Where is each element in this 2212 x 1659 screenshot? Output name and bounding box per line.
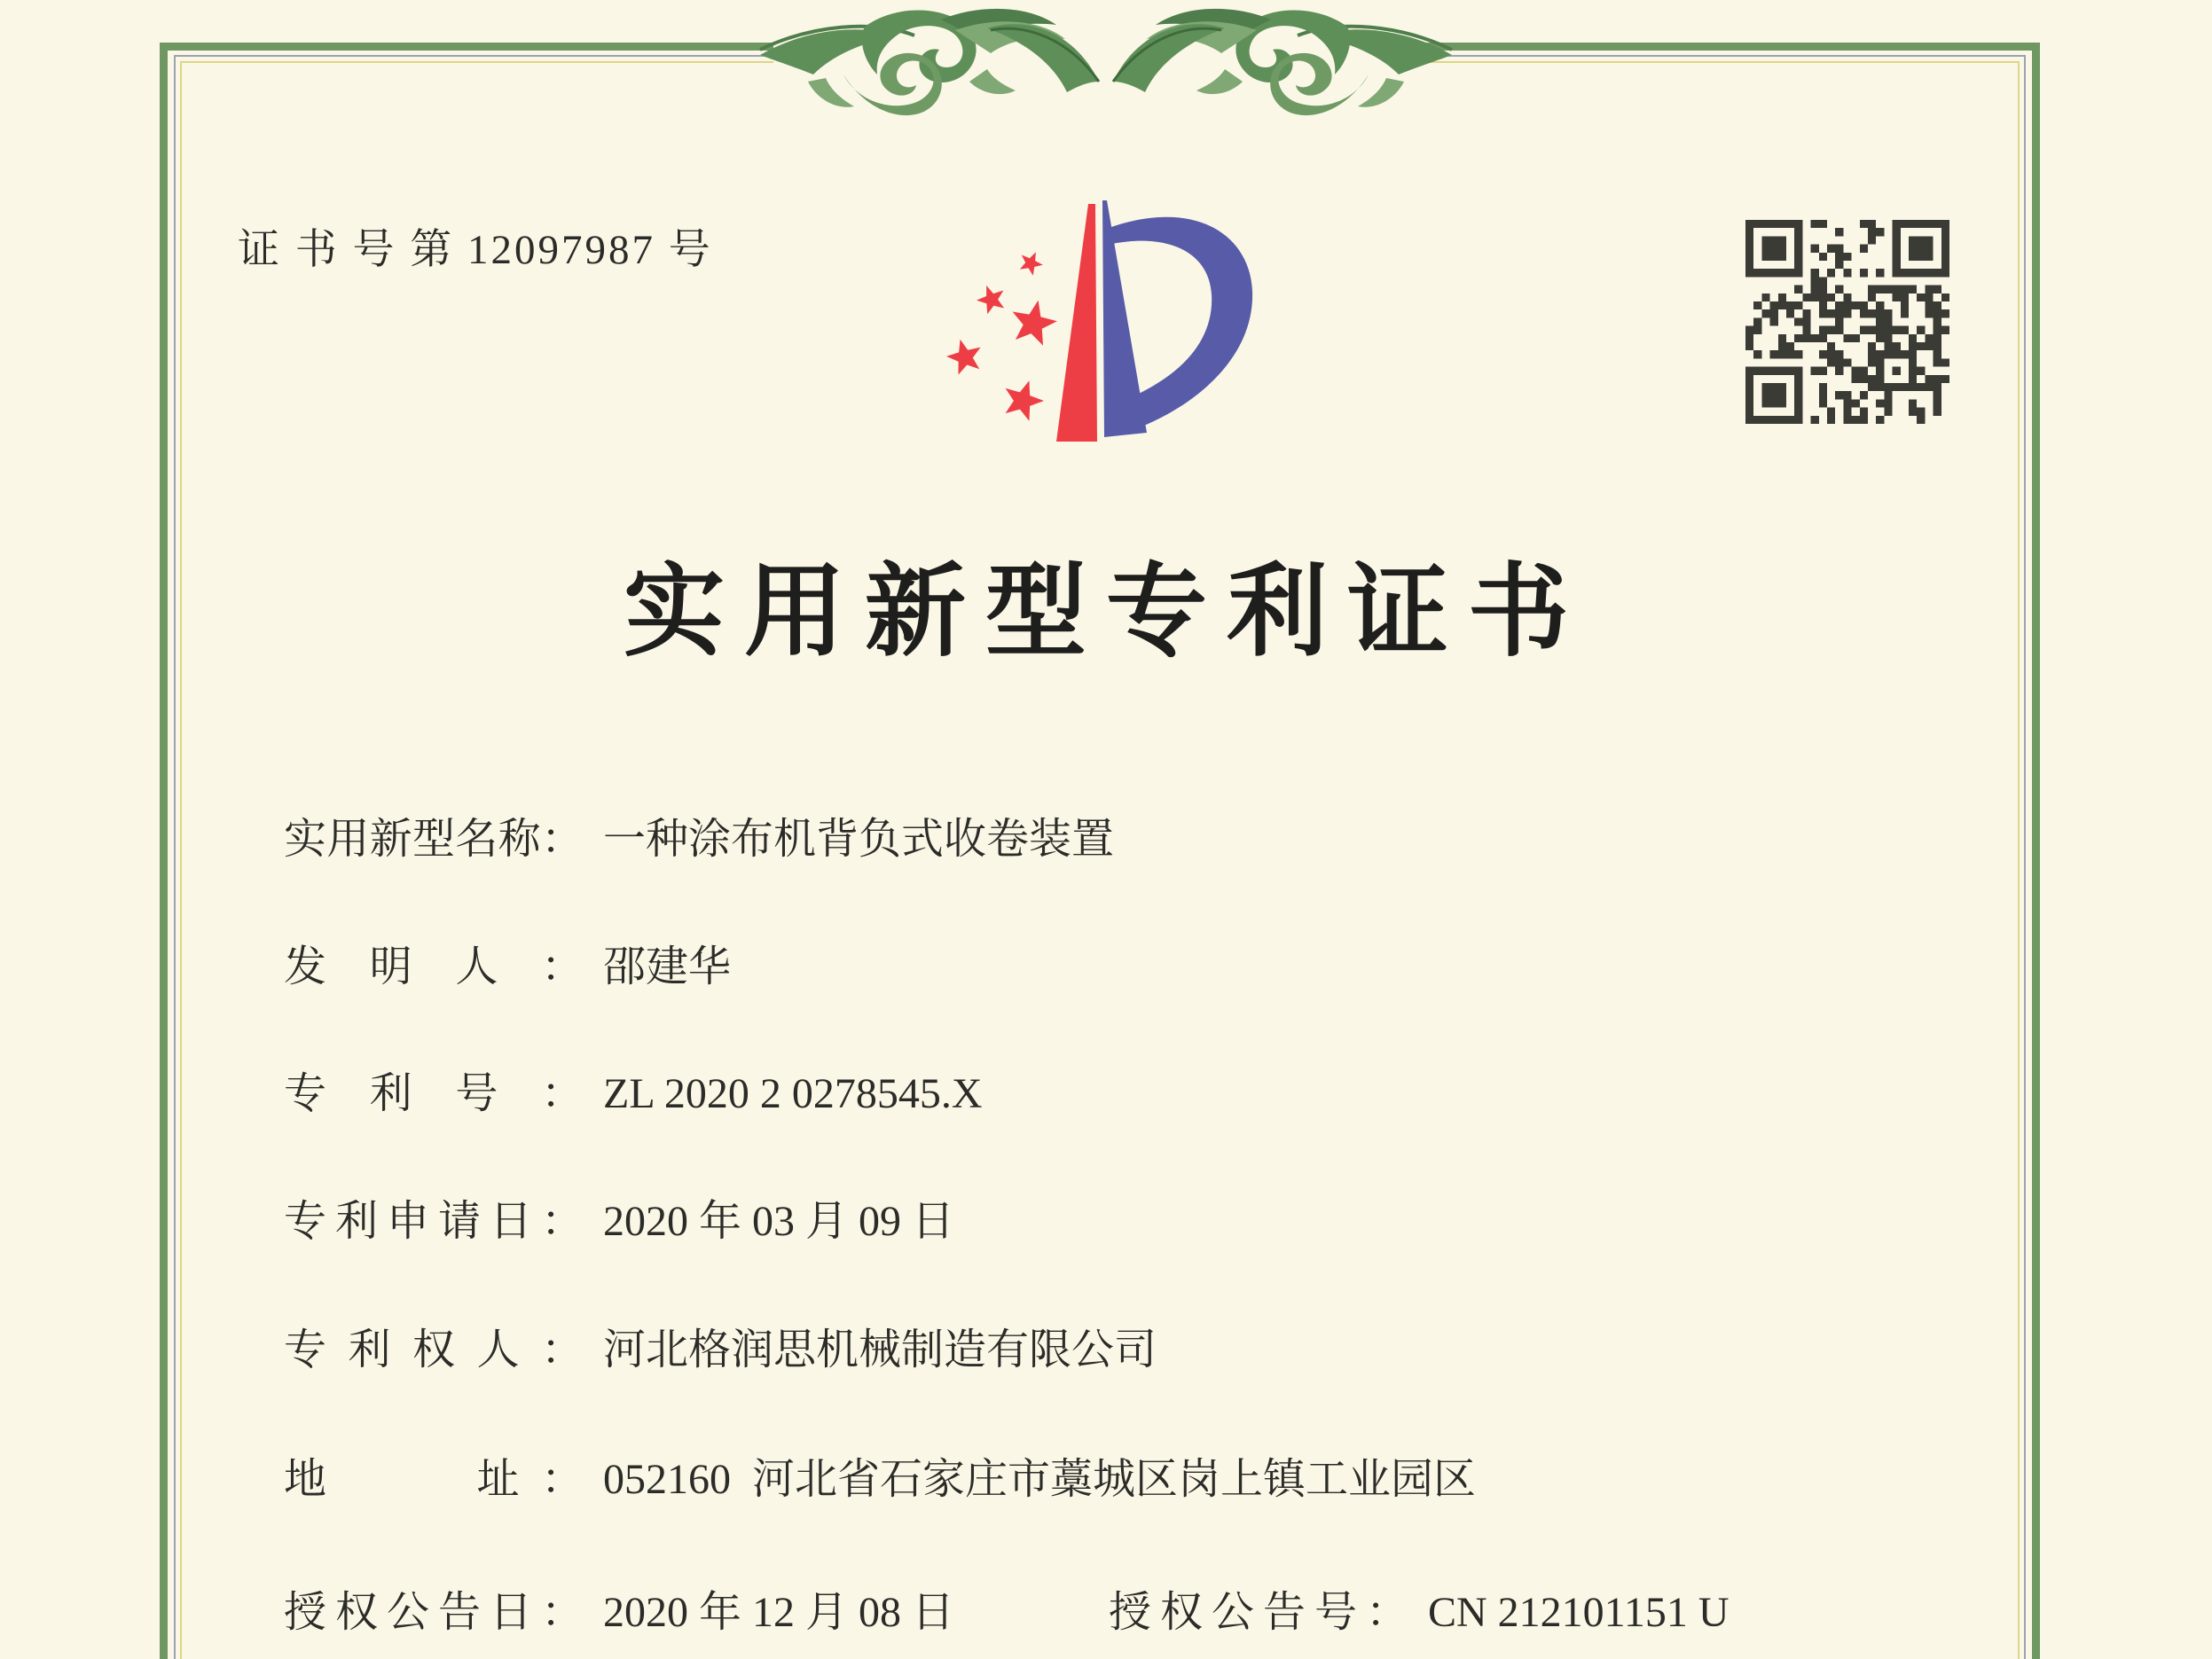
field-value: 一种涂布机背负式收卷装置 [603, 816, 1115, 863]
field-label: 专利权人： [284, 1326, 584, 1373]
field-utility-model-name [284, 812, 1114, 867]
field-value: 2020 年 12 月 08 日 [603, 1589, 955, 1636]
field-value: ZL 2020 2 0278545.X [603, 1070, 983, 1117]
field-label: 实用新型名称： [284, 816, 584, 863]
field-label: 专利申请日： [284, 1198, 584, 1245]
dragon-scroll-ornament-icon [758, 0, 1454, 119]
field-address [284, 1452, 1476, 1507]
field-grant-date [284, 1585, 954, 1640]
field-value: 河北格润思机械制造有限公司 [603, 1326, 1157, 1373]
field-label: 发明人： [284, 943, 584, 990]
field-label: 地 址： [284, 1456, 584, 1503]
field-value: 052160 河北省石家庄市藁城区岗上镇工业园区 [603, 1456, 1477, 1503]
cnipa-patent-logo-icon [936, 197, 1273, 463]
field-label: 授权公告日： [284, 1589, 584, 1636]
field-grant-number [1109, 1585, 1730, 1640]
field-inventor [284, 940, 731, 995]
field-label: 授权公告号： [1109, 1589, 1408, 1636]
logo-stars [946, 252, 1057, 421]
field-value: 2020 年 03 月 09 日 [603, 1198, 955, 1245]
field-patentee [284, 1323, 1157, 1378]
page-title: 实用新型专利证书 [623, 556, 1588, 669]
field-value: CN 212101151 U [1428, 1589, 1730, 1636]
field-patent-number [284, 1067, 983, 1122]
field-application-date [284, 1194, 954, 1249]
certificate-number: 证 书 号 第 12097987 号 [238, 227, 713, 273]
field-label: 专利号： [284, 1070, 584, 1117]
qr-code [1745, 220, 1949, 424]
field-value: 邵建华 [603, 943, 732, 990]
